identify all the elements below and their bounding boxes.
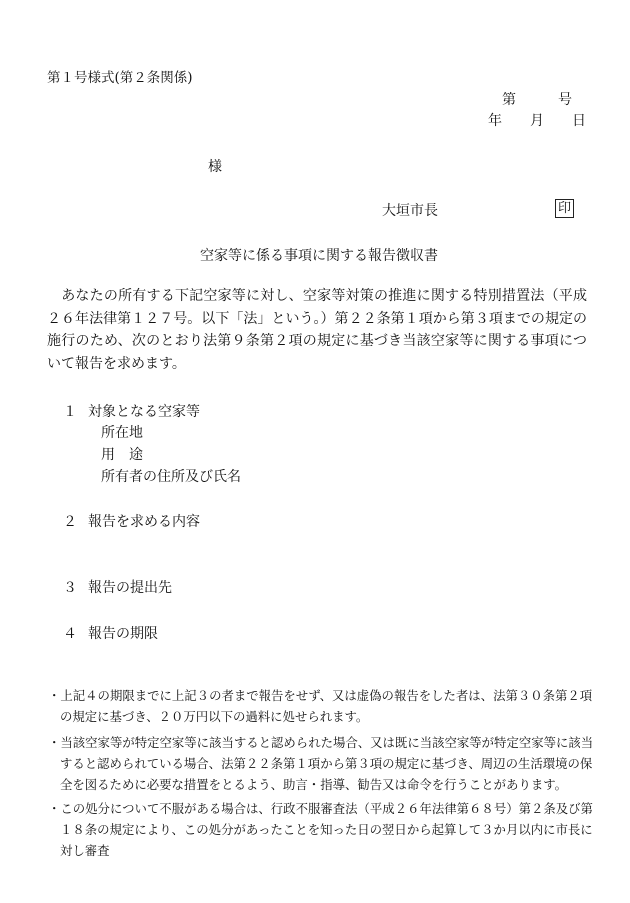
item-3-number: ３: [63, 580, 77, 596]
sub-item-owner: 所有者の住所及び氏名: [101, 469, 241, 485]
form-label: 第１号様式(第２条関係): [47, 70, 193, 86]
document-number-line: 第 号: [502, 92, 572, 108]
recipient-honorific: 様: [208, 159, 222, 175]
item-1-label: 対象となる空家等: [88, 404, 200, 420]
item-2-label: 報告を求める内容: [88, 514, 200, 530]
note-penalty: ・上記４の期限までに上記３の者まで報告をせず、又は虚偽の報告をした者は、法第３０条第２項の規定に基づき、２０万円以下の過料に処せられます。: [48, 688, 593, 724]
item-2-number: ２: [63, 514, 77, 530]
item-3-label: 報告の提出先: [88, 580, 172, 596]
sub-item-location: 所在地: [101, 425, 143, 441]
issuer-name: 大垣市長: [382, 203, 438, 219]
document-title: 空家等に係る事項に関する報告徴収書: [200, 248, 438, 264]
note-specified-vacant-house: ・当該空家等が特定空家等に該当すると認められた場合、又は既に当該空家等が特定空家等に該当すると認められている場合、法第２２条第１項から第３項の規定に基づき、周辺の生活環境の保全を図るために必要な措置をとるよう、助言・指導、勧告又は命令を行うことがあります。: [48, 735, 594, 792]
item-4-label: 報告の期限: [88, 626, 158, 642]
body-paragraph: あなたの所有する下記空家等に対し、空家等対策の推進に関する特別措置法（平成２６年法律第１２７号。以下「法」という。）第２２条第１項から第３項までの規定の施行のため、次のとおり法第９条第２項の規定に基づき当該空家等に関する事項について報告を求めます。: [47, 288, 587, 372]
note-appeal: ・この処分について不服がある場合は、行政不服審査法（平成２６年法律第６８号）第２条及び第１８条の規定により、この処分があったことを知った日の翌日から起算して３か月以内に市長に対し審査: [48, 801, 593, 858]
item-4-number: ４: [63, 626, 77, 642]
issuer-seal: 印: [555, 199, 574, 218]
item-1-number: １: [63, 404, 77, 420]
document-date-line: 年 月 日: [488, 113, 586, 129]
sub-item-usage: 用 途: [101, 447, 143, 463]
